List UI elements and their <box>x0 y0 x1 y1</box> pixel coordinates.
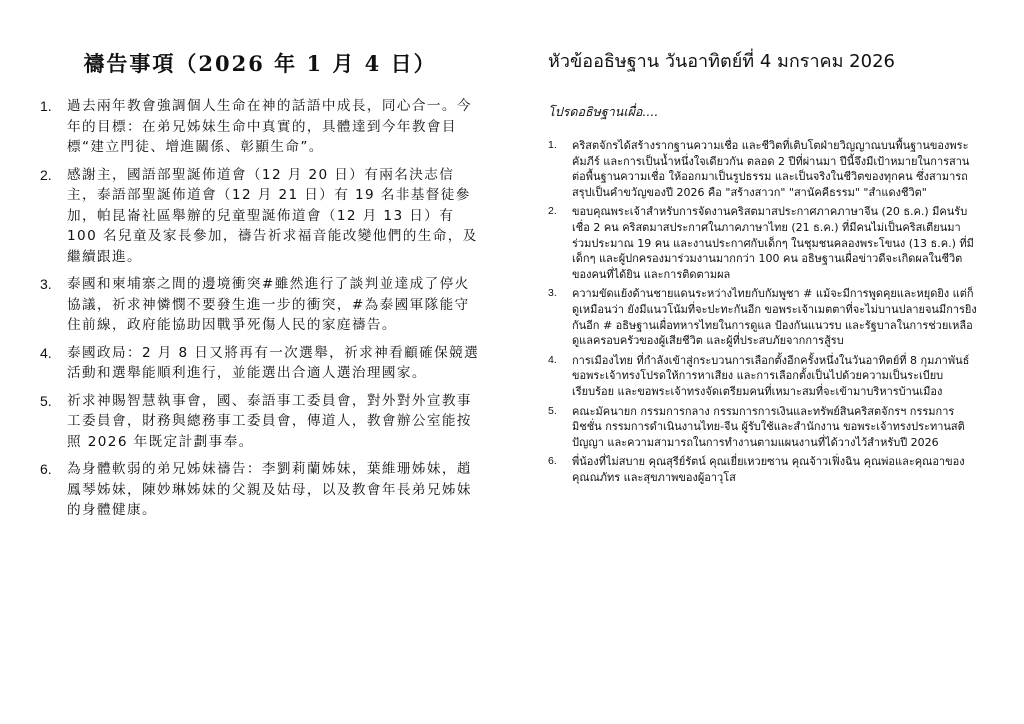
chinese-prayer-item <box>40 343 480 384</box>
item-text: ขอบคุณพระเจ้าสำหรับการจัดงานคริสตมาสประกาศภาคภาษาจีน (20 ธ.ค.) มีคนรับเชื่อ 2 คน คริสตมาสประกาศในภาคภาษาไทย (21 ธ.ค.) ที่มีคนไม่เป็นคริสเตียนมาร่วมประมาณ 19 คน และงานประกาศกับเด็กๆ ในชุมชนคลองพระโขนง (13 ธ.ค.) ที่มีเด็กๆ และผู้ปกครองมาร่วมงานมากกว่า 100 คน อธิษฐานเผื่อข่าวดีจะเกิดผลในชีวิตของคนที่ได้ยิน และการติดตามผล <box>572 205 974 281</box>
item-text: คริสตจักรได้สร้างรากฐานความเชื่อ และชีวิตที่เติบโตฝ่ายวิญญาณบนพื้นฐานของพระคัมภีร์ และการเป็นน้ำหนึ่งใจเดียวกัน ตลอด 2 ปีที่ผ่านมา ปีนี้จึงมีเป้าหมายในการสานต่อพื้นฐานความเชื่อ ให้ออกมาเป็นรูปธรรม และเป็นจริงในชีวิตของทุกคน ซึ่งสามารถสรุปเป็นคำขวัญของปี 2026 คือ "สร้างสาวก" "สานัคคีธรรม" "สำแดงชีวิต" <box>572 139 970 199</box>
item-number: 5. <box>548 404 557 417</box>
item-text: 為身體軟弱的弟兄姊妹禱告：李劉莉蘭姊妹，葉維珊姊妹，趙鳳琴姊妹，陳妙琳姊妹的父親及姑母，以及教會年長弟兄姊妹的身體健康。 <box>67 461 472 518</box>
thai-prayer-item <box>548 204 978 282</box>
thai-prayer-item <box>548 138 978 200</box>
item-number: 5. <box>40 392 52 409</box>
item-number: 6. <box>548 455 557 468</box>
item-number: 1. <box>548 139 557 151</box>
item-number: 1. <box>40 98 52 114</box>
thai-prayer-item <box>548 353 978 400</box>
chinese-prayer-column <box>40 48 480 528</box>
chinese-prayer-item <box>40 391 480 453</box>
item-text: 祈求神賜智慧執事會，國、泰語事工委員會，對外對外宣教事工委員會，財務與總務事工委員會，傳道人，教會辦公室能按照 2026 年既定計劃事奉。 <box>67 392 472 450</box>
thai-intro: โปรดอธิษฐานเผื่อ.... <box>548 104 659 119</box>
item-number: 3. <box>40 276 52 292</box>
item-number: 4. <box>548 353 557 366</box>
chinese-title: 禱告事項（2026 年 1 月 4 日） <box>83 51 437 76</box>
thai-prayer-column <box>548 46 978 489</box>
item-text: คณะมัคนายก กรรมการกลาง กรรมการการเงินและทรัพย์สินคริสตจักรฯ กรรมการมิชชั่น กรรมการดำเนินงานไทย-จีน ผู้รับใช้และสำนักงาน ขอพระเจ้าทรงประทานสติปัญญา และความสามารถในการทำงานตามแผนงานที่ได้วางไว้สำหรับปี 2026 <box>572 404 965 449</box>
chinese-prayer-list <box>40 96 480 521</box>
item-number: 4. <box>40 344 52 361</box>
item-text: การเมืองไทย ที่กำลังเข้าสู่กระบวนการเลือกตั้งอีกครั้งหนึ่งในวันอาทิตย์ที่ 8 กุมภาพันธ์ ขอพระเจ้าทรงโปรดให้การหาเสียง และการเลือกตั้งเป็นไปด้วยความเป็นระเบียบเรียบร้อย และขอพระเจ้าทรงจัดเตรียมคนที่เหมาะสมที่จะเข้ามาบริหารบ้านเมือง <box>572 353 970 398</box>
item-text: 泰國和柬埔寨之間的邊境衝突#雖然進行了談判並達成了停火協議，祈求神憐憫不要發生進一步的衝突，#為泰國軍隊能守住前線，政府能協助因戰爭死傷人民的家庭禱告。 <box>67 276 470 333</box>
item-text: 泰國政局：2 月 8 日又將再有一次選舉，祈求神看顧確保競選活動和選舉能順利進行，並能選出合適人選治理國家。 <box>67 344 480 381</box>
thai-prayer-item <box>548 404 978 451</box>
chinese-prayer-item <box>40 459 480 521</box>
item-text: 感謝主，國語部聖誕佈道會（12 月 20 日）有兩名決志信主，泰語部聖誕佈道會（12 月 21 日）有 19 名非基督徒參加，帕昆崙社區舉辦的兒童聖誕佈道會（12 月 13 日）有 100 名兒童及家長參加，禱告祈求福音能改變他們的生命，及繼續跟進。 <box>67 166 478 265</box>
item-number: 2. <box>40 166 52 183</box>
thai-title: หัวข้ออธิษฐาน วันอาทิตย์ที่ 4 มกราคม 2026 <box>548 51 895 72</box>
item-number: 2. <box>548 205 557 218</box>
item-number: 6. <box>40 461 52 477</box>
item-number: 3. <box>548 287 557 300</box>
item-text: พี่น้องที่ไม่สบาย คุณสุรีย์รัตน์ คุณเยี่ยเหวยซาน คุณจ้าวเฟิ่งฉิน คุณพ่อและคุณอาของคุณณภัทร และสุขภาพของผู้อาวุโส <box>572 455 965 484</box>
item-text: 過去兩年教會強調個人生命在神的話語中成長，同心合一。今年的目標：在弟兄姊妹生命中真實的，具體達到今年教會目標“建立門徒、增進關係、彰顯生命”。 <box>67 98 472 155</box>
thai-prayer-list <box>548 138 978 485</box>
thai-prayer-item <box>548 286 978 348</box>
item-text: ความขัดแย้งด้านชายแดนระหว่างไทยกับกัมพูชา # แม้จะมีการพูดคุยและหยุดยิง แต่ก็ดูเหมือนว่า ยังมีแนวโน้มที่จะปะทะกันอีก ขอพระเจ้าเมตตาที่จะไม่บานปลายจนมีการยิงกันอีก # อธิษฐานเผื่อทหารไทยในการดูแล ป้องกันแนวรบ และรัฐบาลในการช่วยเหลือดูแลครอบครัวของผู้เสียชีวิต และผู้ที่ประสบภัยจากการสู้รบ <box>572 287 977 348</box>
chinese-prayer-item <box>40 165 480 268</box>
chinese-prayer-item <box>40 274 480 336</box>
chinese-prayer-item <box>40 96 480 158</box>
thai-prayer-item <box>548 454 978 485</box>
